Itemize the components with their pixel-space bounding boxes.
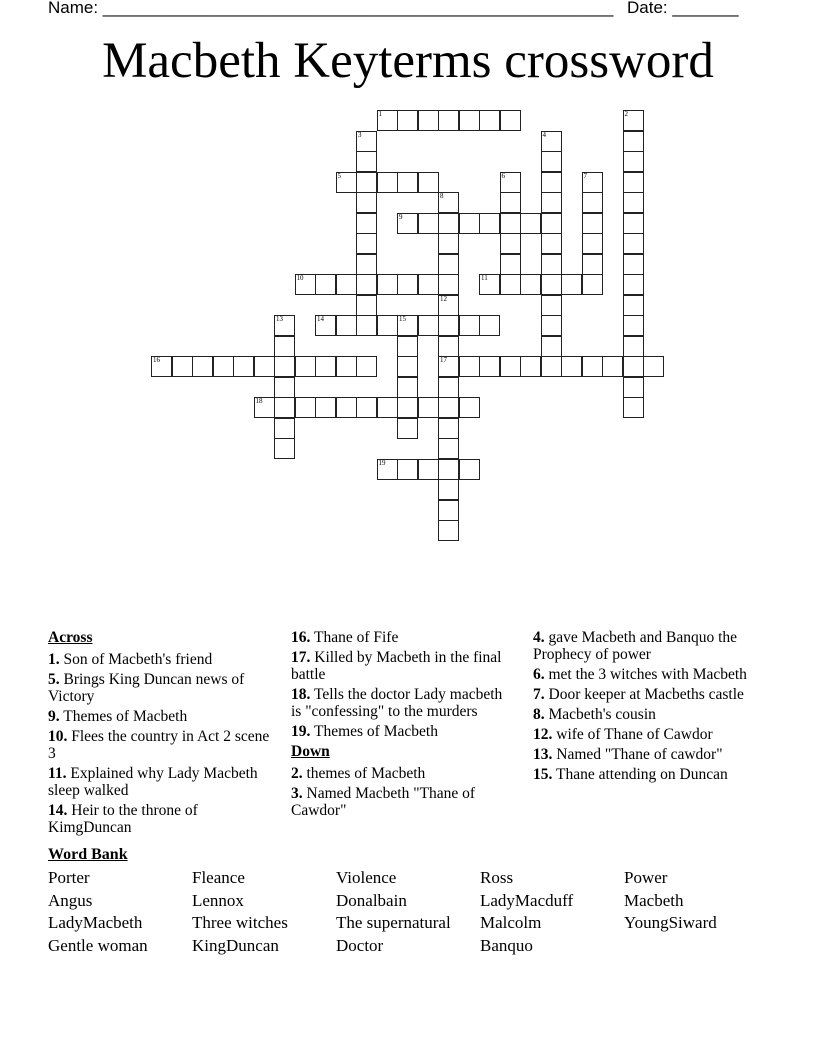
grid-cell [500,356,521,377]
grid-cell [397,274,418,295]
word-bank-item: Fleance [192,868,245,887]
grid-cell [500,274,521,295]
grid-cell [274,315,295,336]
grid-cell [418,459,439,480]
clue-down-4: 4. gave Macbeth and Banquo the Prophecy of power [533,629,738,663]
grid-cell [541,192,562,213]
grid-cell [561,274,582,295]
word-bank-item: Gentle woman [48,936,148,956]
grid-cell [356,397,377,418]
clue-number: 4 [542,130,546,139]
word-bank-item: The supernatural [336,913,451,933]
grid-cell [336,315,357,336]
clue-down-3: 3. Named Macbeth "Thane of Cawdor" [291,785,476,819]
grid-cell [438,479,459,500]
clue-across-17: 17. Killed by Macbeth in the final battle [291,649,502,683]
grid-cell [438,233,459,254]
grid-cell [623,336,644,357]
grid-cell [438,110,459,131]
grid-cell [397,213,418,234]
grid-cell [438,274,459,295]
grid-cell [356,254,377,275]
clue-number: 5 [337,171,341,180]
grid-cell [336,356,357,377]
grid-cell [459,356,480,377]
word-bank-item: Angus [48,890,93,910]
word-bank-item: Power [624,868,668,887]
grid-cell [274,418,295,439]
grid-cell [541,336,562,357]
word-bank-item: Porter [48,868,90,887]
grid-cell [233,356,254,377]
word-bank-item: LadyMacduff [480,890,574,910]
word-bank-item: Malcolm [480,913,542,933]
grid-cell [377,172,398,193]
clue-down-6: 6. met the 3 witches with Macbeth [533,666,747,683]
grid-cell [397,110,418,131]
grid-cell [192,356,213,377]
grid-cell [438,356,459,377]
grid-cell [623,315,644,336]
grid-cell [315,274,336,295]
clue-number: 1 [378,110,382,118]
word-bank-item: Donalbain [336,890,407,910]
clue-across-19: 19. Themes of Macbeth [291,723,438,740]
down-heading: Down [291,743,330,760]
grid-cell [397,336,418,357]
grid-cell [438,397,459,418]
grid-cell [479,274,500,295]
grid-cell [623,192,644,213]
clue-number: 19 [378,458,386,467]
grid-cell [336,397,357,418]
grid-cell [356,295,377,316]
grid-cell [356,131,377,152]
page-title: Macbeth Keyterms crossword [102,33,714,89]
grid-cell [397,172,418,193]
grid-cell [418,274,439,295]
grid-cell [541,172,562,193]
grid-cell [377,315,398,336]
grid-cell [438,213,459,234]
grid-cell [213,356,234,377]
clue-number: 10 [296,274,304,282]
grid-cell [254,356,275,377]
clue-across-16: 16. Thane of Fife [291,629,399,646]
grid-cell [643,356,664,377]
grid-cell [623,172,644,193]
grid-cell [623,274,644,295]
clues-column-3 [533,629,758,786]
grid-cell [623,233,644,254]
grid-cell [377,397,398,418]
clue-across-11: 11. Explained why Lady Macbeth sleep walked [48,765,258,799]
grid-cell [479,110,500,131]
grid-cell [500,192,521,213]
clue-across-5: 5. Brings King Duncan news of Victory [48,671,245,705]
word-bank-item: Macbeth [624,890,684,910]
grid-cell [479,213,500,234]
grid-cell [520,356,541,377]
grid-cell [315,356,336,377]
clue-number: 6 [501,171,505,180]
grid-cell [582,213,603,234]
grid-cell [274,356,295,377]
grid-cell [541,315,562,336]
grid-cell [397,459,418,480]
grid-cell [377,110,398,131]
clue-number: 7 [583,171,587,180]
clue-down-15: 15. Thane attending on Duncan [533,766,728,783]
grid-cell [623,131,644,152]
grid-cell [397,397,418,418]
grid-cell [274,438,295,459]
grid-cell [541,295,562,316]
grid-cell [438,336,459,357]
grid-cell [459,397,480,418]
grid-cell [459,110,480,131]
grid-cell [356,213,377,234]
grid-cell [582,192,603,213]
clue-across-9: 9. Themes of Macbeth [48,708,188,725]
grid-cell [418,110,439,131]
grid-cell [623,377,644,398]
grid-cell [459,459,480,480]
grid-cell [520,274,541,295]
grid-cell [541,233,562,254]
clue-down-7: 7. Door keeper at Macbeths castle [533,686,744,703]
clue-number: 18 [255,397,263,405]
clue-number: 16 [153,356,160,364]
grid-cell [418,213,439,234]
grid-cell [356,356,377,377]
grid-cell [479,356,500,377]
grid-cell [295,274,316,295]
word-bank-item: Doctor [336,936,384,956]
grid-cell [295,356,316,377]
grid-cell [438,254,459,275]
grid-cell [500,254,521,275]
grid-cell [356,192,377,213]
clue-across-14: 14. Heir to the throne of KimgDuncan [48,802,198,836]
grid-cell [438,315,459,336]
grid-cell [315,397,336,418]
clue-across-18: 18. Tells the doctor Lady macbeth is "confessing" to the murders [291,686,503,720]
grid-cell [254,397,275,418]
grid-cell [438,520,459,541]
grid-cell [274,397,295,418]
grid-cell [397,356,418,377]
grid-cell [561,356,582,377]
grid-cell [582,172,603,193]
grid-cell [356,233,377,254]
grid-cell [274,377,295,398]
grid-cell [500,213,521,234]
grid-cell [602,356,623,377]
grid-cell [418,397,439,418]
grid-cell [500,233,521,254]
across-heading: Across [48,629,93,646]
grid-cell [623,356,644,377]
grid-cell [623,254,644,275]
grid-cell [623,110,644,131]
clues-column-2 [291,629,516,822]
grid-cell [438,500,459,521]
grid-cell [500,110,521,131]
grid-cell [274,336,295,357]
word-bank-item: Violence [336,868,397,887]
grid-cell [623,151,644,172]
word-bank-item: Three witches [192,913,288,933]
grid-cell [438,295,459,316]
grid-cell [541,356,562,377]
grid-cell [295,397,316,418]
grid-cell [582,274,603,295]
grid-cell [356,315,377,336]
date-field-label: Date: _______ [627,0,739,17]
clue-down-13: 13. Named "Thane of cawdor" [533,746,723,763]
word-bank-item: Ross [480,868,514,887]
grid-cell [459,315,480,336]
clue-number: 11 [481,274,488,282]
grid-cell [623,397,644,418]
clue-number: 12 [440,294,447,303]
name-field-label: Name: ______________________________________________________ [48,0,614,17]
grid-cell [582,254,603,275]
grid-cell [623,295,644,316]
grid-cell [520,213,541,234]
grid-cell [500,172,521,193]
grid-cell [397,315,418,336]
word-bank-item: Lennox [192,890,244,910]
grid-cell [459,213,480,234]
grid-cell [377,274,398,295]
grid-cell [582,356,603,377]
grid-cell [397,418,418,439]
grid-cell [438,418,459,439]
grid-cell [172,356,193,377]
grid-cell [336,172,357,193]
grid-cell [377,459,398,480]
clues-column-1 [48,629,273,839]
grid-cell [541,131,562,152]
grid-cell [356,151,377,172]
grid-cell [438,192,459,213]
word-bank-item: YoungSiward [624,913,717,933]
clue-number: 2 [624,110,628,118]
clue-number: 3 [358,130,362,139]
clue-across-10: 10. Flees the country in Act 2 scene 3 [48,728,270,762]
grid-cell [151,356,172,377]
grid-cell [356,274,377,295]
grid-cell [418,315,439,336]
clue-number: 15 [399,315,406,323]
clue-across-1: 1. Son of Macbeth's friend [48,651,213,668]
grid-cell [541,151,562,172]
clue-down-2: 2. themes of Macbeth [291,765,426,782]
word-bank-title: Word Bank [48,846,128,863]
clue-number: 8 [440,192,444,200]
grid-cell [623,213,644,234]
grid-cell [541,213,562,234]
clue-down-12: 12. wife of Thane of Cawdor [533,726,713,743]
grid-cell [541,254,562,275]
grid-cell [438,377,459,398]
grid-cell [582,233,603,254]
grid-cell [541,274,562,295]
grid-cell [336,274,357,295]
grid-cell [438,438,459,459]
clue-down-8: 8. Macbeth's cousin [533,706,656,723]
word-bank-item: LadyMacbeth [48,913,143,933]
clue-number: 17 [440,356,447,364]
word-bank-item: KingDuncan [192,936,279,956]
grid-cell [315,315,336,336]
grid-cell [438,459,459,480]
grid-cell [397,377,418,398]
word-bank-item: Banquo [480,936,533,956]
clue-number: 9 [399,212,403,221]
grid-cell [479,315,500,336]
grid-cell [356,172,377,193]
clue-number: 13 [276,315,283,323]
clue-number: 14 [317,315,324,323]
grid-cell [418,172,439,193]
